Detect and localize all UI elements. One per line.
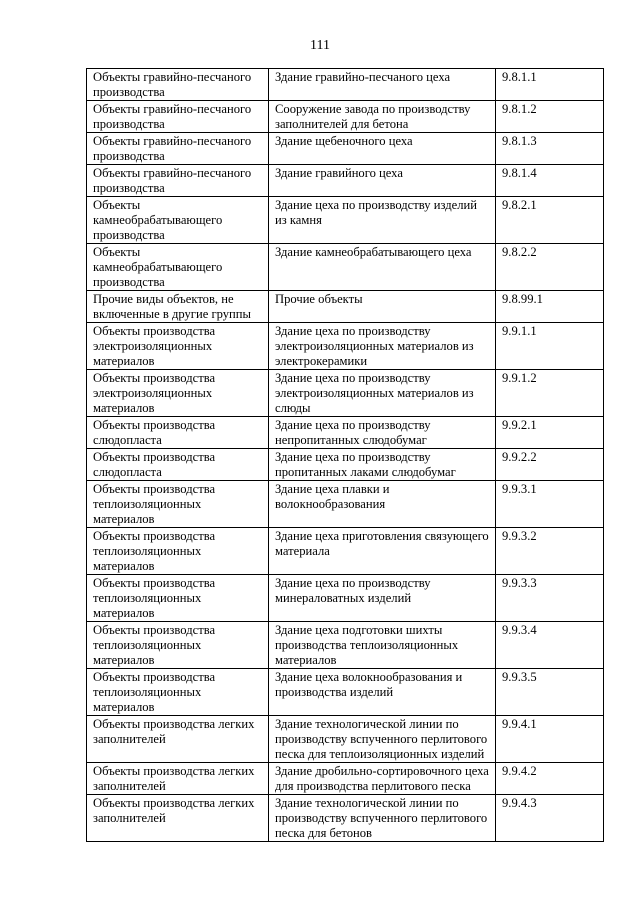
object-cell: Объекты производства слюдопласта xyxy=(87,449,269,481)
object-cell: Прочие виды объектов, не включенные в другие группы xyxy=(87,291,269,323)
table-body xyxy=(87,69,604,842)
object-cell: Объекты производства легких заполнителей xyxy=(87,716,269,763)
building-cell: Здание цеха по производству пропитанных лаками слюдобумаг xyxy=(269,449,496,481)
object-cell: Объекты производства электроизоляционных материалов xyxy=(87,370,269,417)
code-cell: 9.9.2.1 xyxy=(496,417,604,449)
table-row xyxy=(87,291,604,323)
building-cell: Здание цеха плавки и волокнообразования xyxy=(269,481,496,528)
code-cell: 9.8.1.1 xyxy=(496,69,604,101)
table-row xyxy=(87,323,604,370)
object-cell: Объекты производства теплоизоляционных материалов xyxy=(87,669,269,716)
code-cell: 9.8.1.2 xyxy=(496,101,604,133)
table-row xyxy=(87,244,604,291)
object-cell: Объекты производства теплоизоляционных материалов xyxy=(87,528,269,575)
code-cell: 9.8.2.2 xyxy=(496,244,604,291)
table-row xyxy=(87,165,604,197)
object-cell: Объекты производства легких заполнителей xyxy=(87,763,269,795)
building-cell: Сооружение завода по производству заполнителей для бетона xyxy=(269,101,496,133)
table-row xyxy=(87,481,604,528)
building-cell: Здание камнеобрабатывающего цеха xyxy=(269,244,496,291)
code-cell: 9.8.1.4 xyxy=(496,165,604,197)
table-row xyxy=(87,622,604,669)
table-row xyxy=(87,795,604,842)
object-cell: Объекты гравийно-песчаного производства xyxy=(87,101,269,133)
table-row xyxy=(87,763,604,795)
building-cell: Здание цеха по производству электроизоляционных материалов из слюды xyxy=(269,370,496,417)
building-cell: Здание гравийного цеха xyxy=(269,165,496,197)
building-cell: Здание цеха по производству непропитанных слюдобумаг xyxy=(269,417,496,449)
table-row xyxy=(87,370,604,417)
code-cell: 9.8.2.1 xyxy=(496,197,604,244)
building-cell: Здание цеха подготовки шихты производства теплоизоляционных материалов xyxy=(269,622,496,669)
table-row xyxy=(87,133,604,165)
building-cell: Здание цеха волокнообразования и производства изделий xyxy=(269,669,496,716)
object-cell: Объекты камнеобрабатывающего производства xyxy=(87,244,269,291)
building-cell: Здание цеха по производству минераловатных изделий xyxy=(269,575,496,622)
object-cell: Объекты камнеобрабатывающего производства xyxy=(87,197,269,244)
building-cell: Здание технологической линии по производству вспученного перлитового песка для бетонов xyxy=(269,795,496,842)
code-cell: 9.8.99.1 xyxy=(496,291,604,323)
building-cell: Здание щебеночного цеха xyxy=(269,133,496,165)
code-cell: 9.9.4.3 xyxy=(496,795,604,842)
code-cell: 9.9.4.1 xyxy=(496,716,604,763)
building-cell: Здание цеха по производству электроизоляционных материалов из электрокерамики xyxy=(269,323,496,370)
table-row xyxy=(87,417,604,449)
building-cell: Здание технологической линии по производству вспученного перлитового песка для теплоизоляционных изделий xyxy=(269,716,496,763)
table-row xyxy=(87,528,604,575)
object-cell: Объекты производства электроизоляционных материалов xyxy=(87,323,269,370)
code-cell: 9.9.3.2 xyxy=(496,528,604,575)
table-row xyxy=(87,669,604,716)
object-cell: Объекты производства теплоизоляционных материалов xyxy=(87,481,269,528)
classification-table xyxy=(86,68,604,842)
object-cell: Объекты гравийно-песчаного производства xyxy=(87,165,269,197)
table-row xyxy=(87,197,604,244)
code-cell: 9.9.1.1 xyxy=(496,323,604,370)
building-cell: Прочие объекты xyxy=(269,291,496,323)
object-cell: Объекты производства теплоизоляционных материалов xyxy=(87,622,269,669)
object-cell: Объекты производства слюдопласта xyxy=(87,417,269,449)
table-row xyxy=(87,449,604,481)
table-row xyxy=(87,101,604,133)
building-cell: Здание дробильно-сортировочного цеха для производства перлитового песка xyxy=(269,763,496,795)
object-cell: Объекты производства теплоизоляционных материалов xyxy=(87,575,269,622)
code-cell: 9.9.4.2 xyxy=(496,763,604,795)
code-cell: 9.8.1.3 xyxy=(496,133,604,165)
building-cell: Здание гравийно-песчаного цеха xyxy=(269,69,496,101)
code-cell: 9.9.3.4 xyxy=(496,622,604,669)
table-row xyxy=(87,716,604,763)
code-cell: 9.9.3.1 xyxy=(496,481,604,528)
building-cell: Здание цеха приготовления связующего материала xyxy=(269,528,496,575)
object-cell: Объекты гравийно-песчаного производства xyxy=(87,69,269,101)
code-cell: 9.9.2.2 xyxy=(496,449,604,481)
object-cell: Объекты гравийно-песчаного производства xyxy=(87,133,269,165)
building-cell: Здание цеха по производству изделий из камня xyxy=(269,197,496,244)
table-row xyxy=(87,69,604,101)
code-cell: 9.9.1.2 xyxy=(496,370,604,417)
code-cell: 9.9.3.5 xyxy=(496,669,604,716)
page-number: 111 xyxy=(310,38,330,53)
object-cell: Объекты производства легких заполнителей xyxy=(87,795,269,842)
table-row xyxy=(87,575,604,622)
code-cell: 9.9.3.3 xyxy=(496,575,604,622)
